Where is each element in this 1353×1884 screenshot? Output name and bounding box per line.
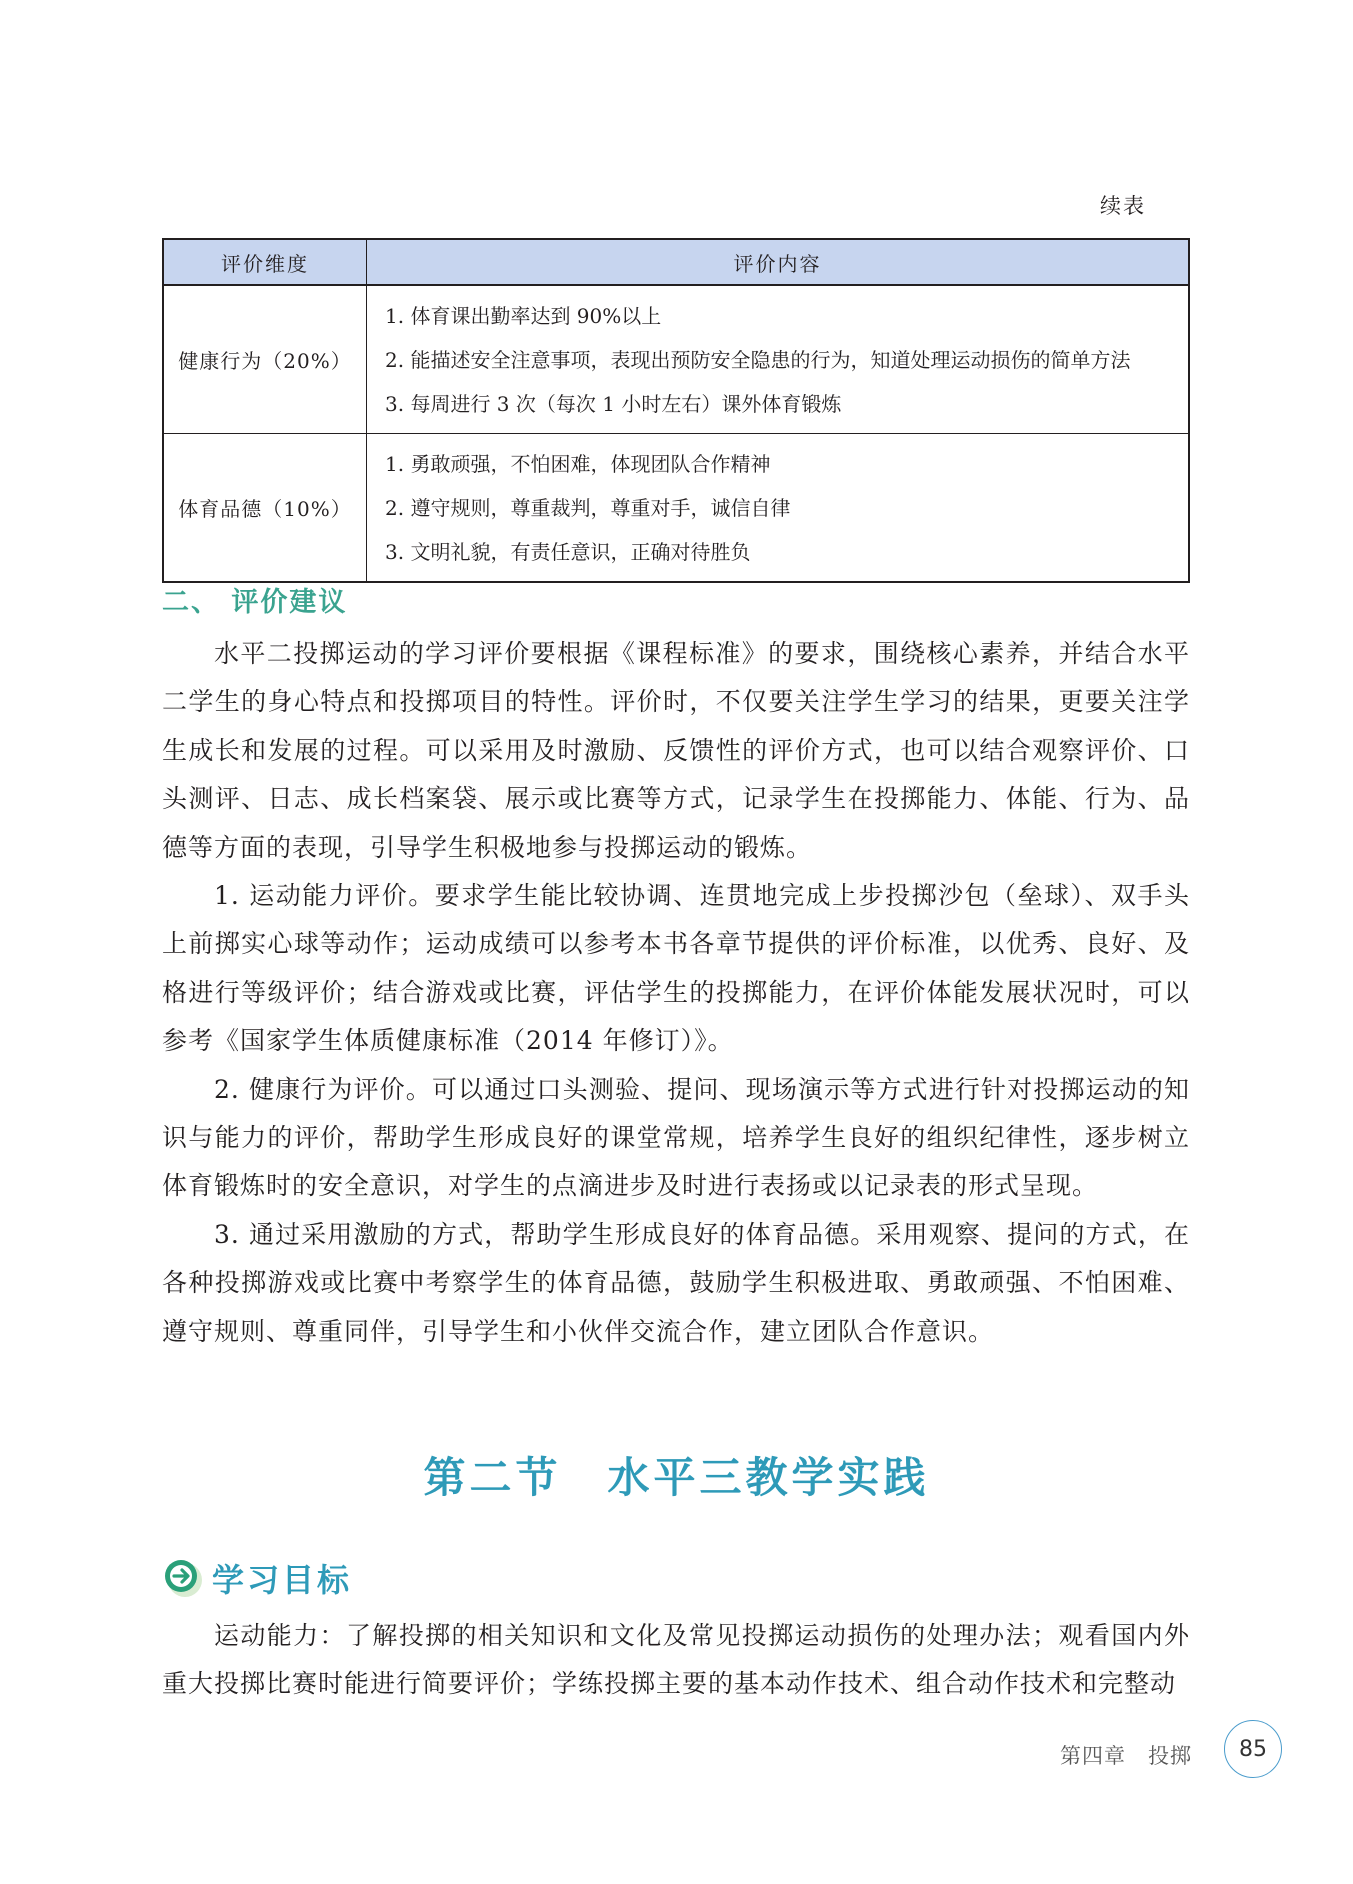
page-number: 85 (1224, 1720, 1282, 1778)
content-item: 2. 遵守规则，尊重裁判，尊重对手，诚信自律 (385, 495, 791, 520)
table-row (163, 285, 1189, 434)
evaluation-suggestions-body (162, 630, 1190, 1356)
paragraph: 运动能力：了解投掷的相关知识和文化及常见投掷运动损伤的处理办法；观看国内外重大投掷比赛时能进行简要评价；学练投掷主要的基本动作技术、组合动作技术和完整动 (162, 1621, 1190, 1699)
header-content: 评价内容 (367, 239, 1190, 285)
content-item: 2. 能描述安全注意事项，表现出预防安全隐患的行为，知道处理运动损伤的简单方法 (385, 347, 1131, 372)
learning-goals-body (162, 1612, 1190, 1709)
content-item: 3. 文明礼貌，有责任意识，正确对待胜负 (385, 539, 751, 564)
learning-goals-title: 学习目标 (212, 1561, 353, 1599)
content-item: 3. 每周进行 3 次（每次 1 小时左右）课外体育锻炼 (385, 391, 842, 416)
content-item: 1. 勇敢顽强，不怕困难，体现团队合作精神 (385, 451, 771, 476)
table-header-row (163, 239, 1189, 285)
content-cell (367, 434, 1190, 583)
arrow-right-circle-icon (162, 1557, 204, 1599)
paragraph: 水平二投掷运动的学习评价要根据《课程标准》的要求，围绕核心素养，并结合水平二学生的身心特点和投掷项目的特性。评价时，不仅要关注学生学习的结果，更要关注学生成长和发展的过程。可以采用及时激励、反馈性的评价方式，也可以结合观察评价、口头测评、日志、成长档案袋、展示或比赛等方式，记录学生在投掷能力、体能、行为、品德等方面的表现，引导学生积极地参与投掷运动的锻炼。 (162, 639, 1190, 862)
footer-chapter-label: 第四章 投掷 (1060, 1744, 1192, 1768)
paragraph: 2. 健康行为评价。可以通过口头测验、提问、现场演示等方式进行针对投掷运动的知识与能力的评价，帮助学生形成良好的课堂常规，培养学生良好的组织纪律性，逐步树立体育锻炼时的安全意识，对学生的点滴进步及时进行表扬或以记录表的形式呈现。 (162, 1074, 1190, 1201)
header-dimension: 评价维度 (163, 239, 367, 285)
continued-table-label: 续表 (1100, 194, 1146, 218)
section-title: 第二节 水平三教学实践 (423, 1453, 930, 1502)
content-cell (367, 285, 1190, 434)
section-heading: 二、 评价建议 (162, 587, 348, 618)
evaluation-table (162, 238, 1190, 583)
paragraph: 1. 运动能力评价。要求学生能比较协调、连贯地完成上步投掷沙包（垒球）、双手头上前掷实心球等动作；运动成绩可以参考本书各章节提供的评价标准，以优秀、良好、及格进行等级评价；结合游戏或比赛，评估学生的投掷能力，在评价体能发展状况时，可以参考《国家学生体质健康标准（2014 年修订）》。 (162, 881, 1190, 1056)
table-row (163, 434, 1189, 583)
paragraph: 3. 通过采用激励的方式，帮助学生形成良好的体育品德。采用观察、提问的方式，在各种投掷游戏或比赛中考察学生的体育品德，鼓励学生积极进取、勇敢顽强、不怕困难、遵守规则、尊重同伴，引导学生和小伙伴交流合作，建立团队合作意识。 (162, 1219, 1190, 1346)
learning-goals-heading (162, 1555, 352, 1601)
content-item: 1. 体育课出勤率达到 90%以上 (385, 303, 662, 328)
dimension-cell: 体育品德（10%） (163, 434, 367, 583)
dimension-cell: 健康行为（20%） (163, 285, 367, 434)
